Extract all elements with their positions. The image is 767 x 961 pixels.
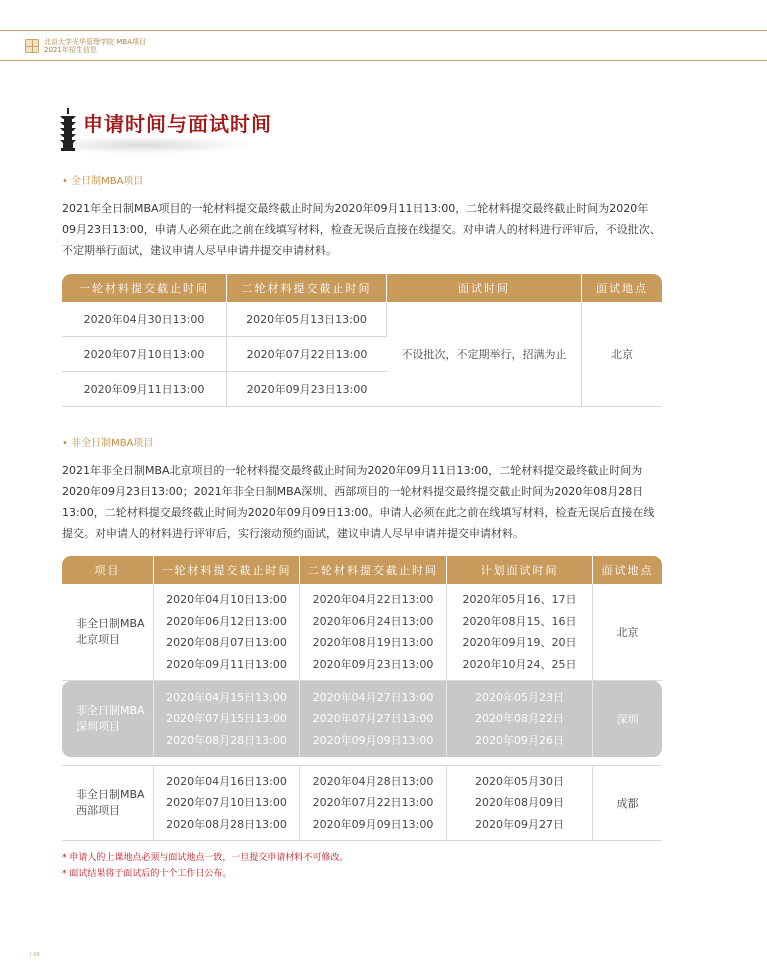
interview-cell (447, 681, 593, 757)
date-value: 2020年06月24日13:00 (312, 614, 434, 628)
page-number-value: 09 (33, 952, 40, 958)
date-value: 2020年09月23日13:00 (312, 657, 434, 671)
date-value: 2020年08月19日13:00 (312, 636, 434, 649)
date-value: 2020年06月12日13:00 (166, 614, 287, 628)
location-cell: 成都 (593, 766, 662, 841)
date-value: 2020年09月09日13:00 (312, 733, 434, 747)
table-header-row (62, 556, 662, 584)
date-value: 2020年07月15日13:00 (166, 712, 287, 726)
page-title: 申请时间与面试时间 (83, 112, 272, 136)
interview-cell (447, 584, 593, 681)
header-line1: 北京大学光华管理学院 MBA项目 (44, 38, 146, 46)
table-cell: 2020年05月13日13:00 (227, 302, 387, 337)
date-value: 2020年04月27日13:00 (312, 690, 434, 704)
program-name: 非全日制MBA北京项目 (62, 584, 154, 681)
date-value: 2020年04月28日13:00 (312, 774, 434, 788)
date-value: 2020年08月22日 (475, 712, 564, 726)
school-crest-icon (25, 39, 39, 53)
table-header-row (62, 274, 662, 302)
date-value: 2020年09月27日 (475, 817, 564, 831)
header-bottom-rule (0, 60, 767, 61)
header-top-rule (0, 30, 767, 31)
date-value: 2020年04月15日13:00 (166, 690, 287, 704)
header-text (44, 38, 146, 54)
program-name: 非全日制MBA西部项目 (62, 766, 154, 841)
date-value: 2020年08月28日13:00 (166, 817, 287, 831)
date-value: 2020年07月22日13:00 (312, 796, 434, 810)
date-value: 2020年08月07日13:00 (166, 636, 287, 649)
table-row (62, 302, 662, 337)
col-header: 一轮材料提交截止时间 (62, 274, 227, 302)
date-value: 2020年09月11日13:00 (166, 657, 287, 671)
round2-cell (300, 681, 447, 757)
table-row-beijing (62, 584, 662, 681)
date-value: 2020年09月19、20日 (462, 636, 577, 649)
fulltime-heading: • 全日制MBA项目 (62, 176, 144, 187)
page-number: | 09 (30, 952, 40, 958)
col-header: 计划面试时间 (447, 556, 593, 584)
round1-cell (154, 584, 300, 681)
table-row-west (62, 766, 662, 841)
col-header: 一轮材料提交截止时间 (154, 556, 300, 584)
interview-location-cell: 北京 (582, 302, 662, 407)
page-title-block (57, 108, 317, 158)
parttime-table (62, 556, 662, 841)
round2-cell (300, 584, 447, 681)
parttime-paragraph: 2021年非全日制MBA北京项目的一轮材料提交最终截止时间为2020年09月11日13:00，二轮材料提交最终截止时间为2020年09月23日13:00；2021年非全日制MBA深圳、西部项目的一轮材料提交最终提交截止时间为2020年08月28日13:00，二轮材料提交最终截止时间为2020年09月09日13:00。申请人必须在此之前在线填写材料，检查无误后直接在线提交。对申请人的材料进行评审后，实行滚动预约面试，建议申请人尽早申请并提交申请材料。 (62, 464, 655, 540)
col-header: 项目 (62, 556, 154, 584)
date-value: 2020年07月10日13:00 (166, 796, 287, 810)
round1-cell (154, 681, 300, 757)
round2-cell (300, 766, 447, 841)
date-value: 2020年08月15、16日 (462, 614, 577, 628)
date-value: 2020年05月30日 (475, 774, 564, 788)
date-value: 2020年05月16、17日 (462, 593, 577, 606)
date-value: 2020年08月28日13:00 (166, 733, 287, 747)
spacer-cell (62, 757, 662, 766)
date-value: 2020年05月23日 (475, 690, 564, 704)
col-header: 二轮材料提交截止时间 (227, 274, 387, 302)
footnotes (62, 850, 348, 882)
location-cell: 深圳 (593, 681, 662, 757)
program-name: 非全日制MBA深圳项目 (62, 681, 154, 757)
date-value: 2020年09月26日 (475, 733, 564, 747)
ink-mist-decoration (71, 136, 251, 154)
fulltime-paragraph: 2021年全日制MBA项目的一轮材料提交最终截止时间为2020年09月11日13:00，二轮材料提交最终截止时间为2020年09月23日13:00，申请人必须在此之前在线填写材料，检查无误后直接在线提交。对申请人的材料进行评审后，不设批次、不定期举行面试，建议申请人尽早申请并提交申请材料。 (62, 202, 661, 257)
fulltime-table (62, 274, 662, 407)
row-spacer (62, 757, 662, 766)
location-cell: 北京 (593, 584, 662, 681)
round1-cell (154, 766, 300, 841)
date-value: 2020年08月09日 (475, 796, 564, 810)
col-header: 面试时间 (387, 274, 582, 302)
table-cell: 2020年09月23日13:00 (227, 372, 387, 407)
col-header: 面试地点 (582, 274, 662, 302)
header-line2: 2021年招生信息 (44, 46, 97, 54)
interview-time-cell: 不设批次，不定期举行，招满为止 (387, 302, 582, 407)
table-cell: 2020年07月22日13:00 (227, 337, 387, 372)
date-value: 2020年04月10日13:00 (166, 593, 287, 606)
date-value: 2020年10月24、25日 (462, 657, 577, 671)
col-header: 二轮材料提交截止时间 (300, 556, 447, 584)
table-cell: 2020年09月11日13:00 (62, 372, 227, 407)
table-cell: 2020年04月30日13:00 (62, 302, 227, 337)
footnote: * 申请人的上课地点必须与面试地点一致，一旦提交申请材料不可修改。 (62, 853, 349, 863)
date-value: 2020年09月09日13:00 (312, 817, 434, 831)
table-row-shenzhen (62, 681, 662, 757)
table-cell: 2020年07月10日13:00 (62, 337, 227, 372)
date-value: 2020年04月22日13:00 (312, 593, 434, 606)
col-header: 面试地点 (593, 556, 662, 584)
pagoda-icon (57, 108, 79, 154)
date-value: 2020年04月16日13:00 (166, 774, 287, 788)
footnote: * 面试结果将于面试后的十个工作日公布。 (62, 869, 232, 879)
interview-cell (447, 766, 593, 841)
date-value: 2020年07月27日13:00 (312, 712, 434, 726)
parttime-heading: • 非全日制MBA项目 (62, 438, 154, 449)
